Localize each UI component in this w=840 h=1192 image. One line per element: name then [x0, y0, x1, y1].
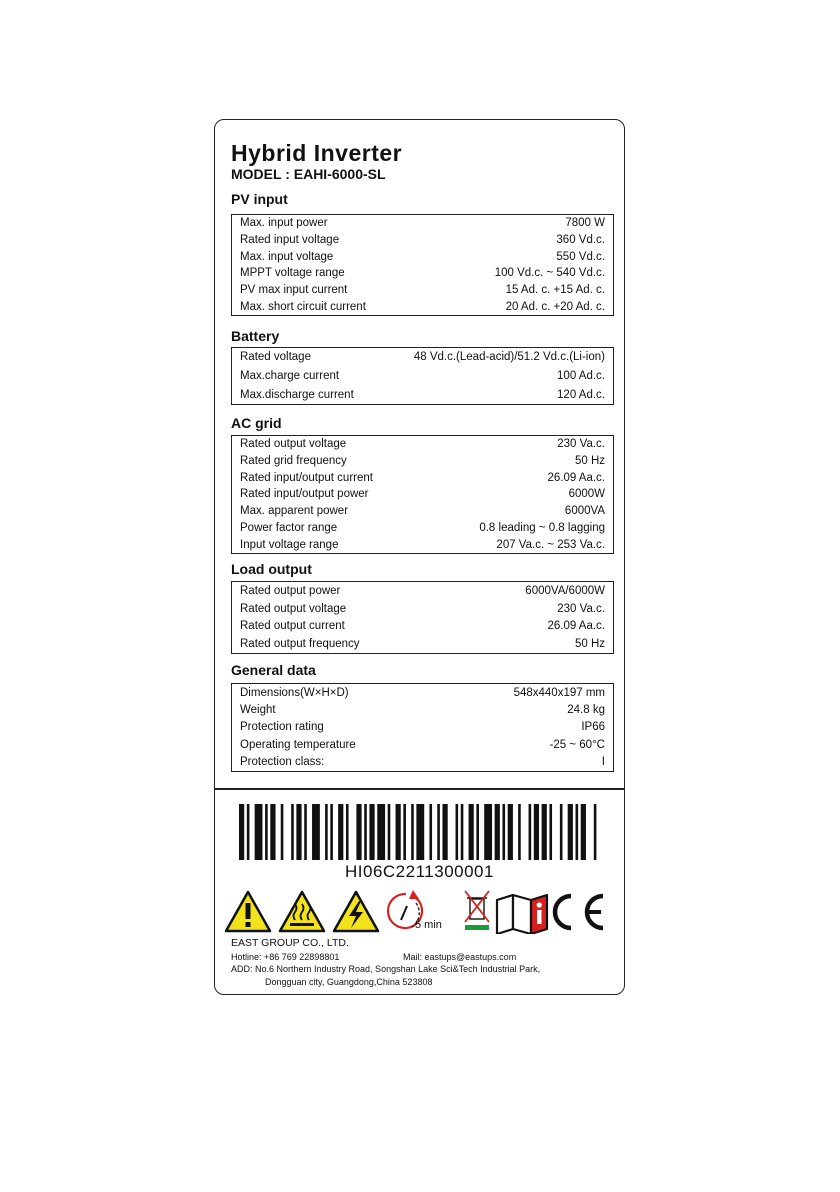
spec-row	[232, 503, 613, 520]
spec-label: Operating temperature	[240, 738, 356, 751]
spec-row	[232, 469, 613, 486]
barcode-bar	[576, 804, 579, 860]
discharge-time-icon	[388, 890, 442, 931]
barcode-bar	[396, 804, 401, 860]
spec-value: 100 Vd.c. ~ 540 Vd.c.	[494, 267, 605, 280]
spec-value: 550 Vd.c.	[556, 250, 605, 263]
spec-label: Max. apparent power	[240, 505, 349, 518]
barcode-bar	[469, 804, 474, 860]
spec-label: Rated output frequency	[240, 638, 360, 651]
barcode-bar	[456, 804, 459, 860]
barcode-bar	[304, 804, 307, 860]
spec-label: Rated output power	[240, 584, 341, 597]
barcode-bar	[281, 804, 284, 860]
barcode	[239, 804, 599, 860]
barcode-bar	[442, 804, 447, 860]
spec-label: Rated voltage	[240, 351, 311, 364]
spec-row	[232, 348, 613, 367]
spec-row	[232, 265, 613, 282]
spec-value: 230 Va.c.	[557, 438, 605, 451]
barcode-bar	[265, 804, 268, 860]
barcode-bar	[325, 804, 328, 860]
spec-value: 15 Ad. c. +15 Ad. c.	[505, 283, 605, 296]
spec-value: 0.8 leading ~ 0.8 lagging	[479, 521, 605, 534]
barcode-bar	[476, 804, 479, 860]
general-warning-icon	[226, 892, 270, 931]
spec-value: 6000W	[568, 488, 605, 501]
barcode-bar	[369, 804, 374, 860]
barcode-bar	[330, 804, 333, 860]
spec-row	[232, 385, 613, 404]
spec-label: Protection rating	[240, 721, 324, 734]
barcode-bar	[270, 804, 275, 860]
spec-value: 120 Ad.c.	[557, 388, 605, 401]
general-data-table	[231, 683, 614, 772]
barcode-bar	[461, 804, 464, 860]
barcode-bar	[594, 804, 597, 860]
electric-shock-icon	[334, 892, 378, 931]
spec-value: 50 Hz	[574, 455, 605, 468]
address-line-1: ADD: No.6 Northern Industry Road, Songshan Lake Sci&Tech Industrial Park,	[231, 964, 541, 974]
barcode-bar	[377, 804, 385, 860]
timer-label: 5 min	[415, 919, 442, 931]
barcode-bar	[534, 804, 539, 860]
barcode-bar	[364, 804, 367, 860]
barcode-bar	[346, 804, 349, 860]
spec-row	[232, 486, 613, 503]
barcode-bar	[388, 804, 391, 860]
read-manual-icon	[497, 895, 547, 934]
spec-row	[232, 736, 613, 753]
load-output-table	[231, 581, 614, 654]
spec-row	[232, 618, 613, 636]
spec-value: 48 Vd.c.(Lead-acid)/51.2 Vd.c.(Li-ion)	[413, 351, 605, 364]
spec-label: MPPT voltage range	[240, 267, 345, 280]
spec-row	[232, 520, 613, 537]
spec-label: Rated input voltage	[240, 233, 340, 246]
hotline-text: Hotline: +86 769 22898801	[231, 952, 340, 962]
spec-row	[232, 215, 613, 232]
spec-value: 26.09 Aa.c.	[547, 471, 605, 484]
model-number: MODEL : EAHI-6000-SL	[231, 166, 386, 182]
spec-label: Rated output voltage	[240, 438, 347, 451]
section-heading-battery: Battery	[231, 328, 280, 344]
spec-value: 50 Hz	[574, 638, 605, 651]
section-heading-pv: PV input	[231, 191, 288, 207]
barcode-bar	[549, 804, 552, 860]
nameplate-label	[214, 119, 625, 995]
spec-row	[232, 248, 613, 265]
spec-label: Max. short circuit current	[240, 300, 366, 313]
spec-label: Rated output voltage	[240, 602, 347, 615]
barcode-bar	[296, 804, 301, 860]
section-heading-acgrid: AC grid	[231, 415, 282, 431]
spec-value: 360 Vd.c.	[556, 233, 605, 246]
spec-label: Rated grid frequency	[240, 455, 347, 468]
spec-value: 20 Ad. c. +20 Ad. c.	[505, 300, 605, 313]
section-heading-load: Load output	[231, 561, 312, 577]
ac-grid-table	[231, 435, 614, 554]
spec-value: 548x440x197 mm	[513, 686, 605, 699]
spec-label: Max. input voltage	[240, 250, 334, 263]
spec-row	[232, 600, 613, 618]
barcode-bar	[403, 804, 406, 860]
spec-row	[232, 436, 613, 453]
spec-value: 6000VA/6000W	[525, 584, 605, 597]
spec-value: 207 Va.c. ~ 253 Va.c.	[496, 538, 605, 551]
barcode-bar	[542, 804, 547, 860]
spec-value: 7800 W	[565, 217, 605, 230]
spec-label: Rated output current	[240, 620, 345, 633]
safety-icons-row	[223, 886, 618, 934]
label-divider	[215, 788, 624, 790]
address-line-2: Dongguan city, Guangdong,China 523808	[265, 977, 433, 987]
barcode-bar	[568, 804, 573, 860]
barcode-bar	[581, 804, 586, 860]
ce-mark-icon	[555, 896, 603, 928]
spec-value: -25 ~ 60°C	[549, 738, 605, 751]
hot-surface-icon	[280, 892, 324, 931]
spec-label: Power factor range	[240, 521, 338, 534]
spec-value: 24.8 kg	[567, 704, 605, 717]
spec-value: IP66	[581, 721, 605, 734]
spec-row	[232, 282, 613, 299]
serial-number: HI06C2211300001	[345, 862, 494, 881]
barcode-bar	[502, 804, 505, 860]
spec-value: 26.09 Aa.c.	[547, 620, 605, 633]
spec-label: Rated input/output power	[240, 488, 369, 501]
weee-bin-icon	[465, 891, 489, 930]
barcode-bar	[495, 804, 500, 860]
spec-value: 100 Ad.c.	[557, 369, 605, 382]
spec-label: Rated input/output current	[240, 471, 373, 484]
barcode-bar	[508, 804, 513, 860]
barcode-bar	[429, 804, 432, 860]
barcode-bar	[312, 804, 320, 860]
barcode-bar	[255, 804, 263, 860]
spec-row	[232, 701, 613, 718]
barcode-bar	[560, 804, 563, 860]
spec-row	[232, 719, 613, 736]
barcode-bar	[437, 804, 440, 860]
barcode-bar	[529, 804, 532, 860]
mail-text: Mail: eastups@eastups.com	[403, 952, 517, 962]
spec-row	[232, 582, 613, 600]
spec-row	[232, 754, 613, 771]
spec-label: Input voltage range	[240, 538, 339, 551]
product-title: Hybrid Inverter	[231, 140, 403, 166]
section-heading-general: General data	[231, 662, 316, 678]
spec-label: Max.charge current	[240, 369, 340, 382]
spec-row	[232, 232, 613, 249]
barcode-bar	[484, 804, 492, 860]
spec-row	[232, 367, 613, 386]
spec-value: I	[601, 756, 605, 769]
pv-input-table	[231, 214, 614, 316]
barcode-bar	[518, 804, 521, 860]
spec-label: Weight	[240, 704, 276, 717]
spec-label: Protection class:	[240, 756, 325, 769]
barcode-bar	[291, 804, 294, 860]
spec-label: PV max input current	[240, 283, 348, 296]
barcode-bar	[356, 804, 361, 860]
spec-value: 6000VA	[564, 505, 605, 518]
barcode-bar	[416, 804, 424, 860]
spec-row	[232, 298, 613, 315]
spec-row	[232, 684, 613, 701]
spec-row	[232, 536, 613, 553]
battery-table	[231, 347, 614, 405]
barcode-bar	[338, 804, 343, 860]
spec-label: Dimensions(W×H×D)	[240, 686, 349, 699]
barcode-bar	[247, 804, 250, 860]
spec-label: Max. input power	[240, 217, 328, 230]
spec-row	[232, 635, 613, 653]
spec-value: 230 Va.c.	[557, 602, 605, 615]
spec-label: Max.discharge current	[240, 388, 354, 401]
contact-line	[231, 952, 517, 962]
spec-row	[232, 453, 613, 470]
company-name: EAST GROUP CO., LTD.	[231, 937, 349, 949]
barcode-bar	[411, 804, 414, 860]
barcode-bar	[239, 804, 244, 860]
